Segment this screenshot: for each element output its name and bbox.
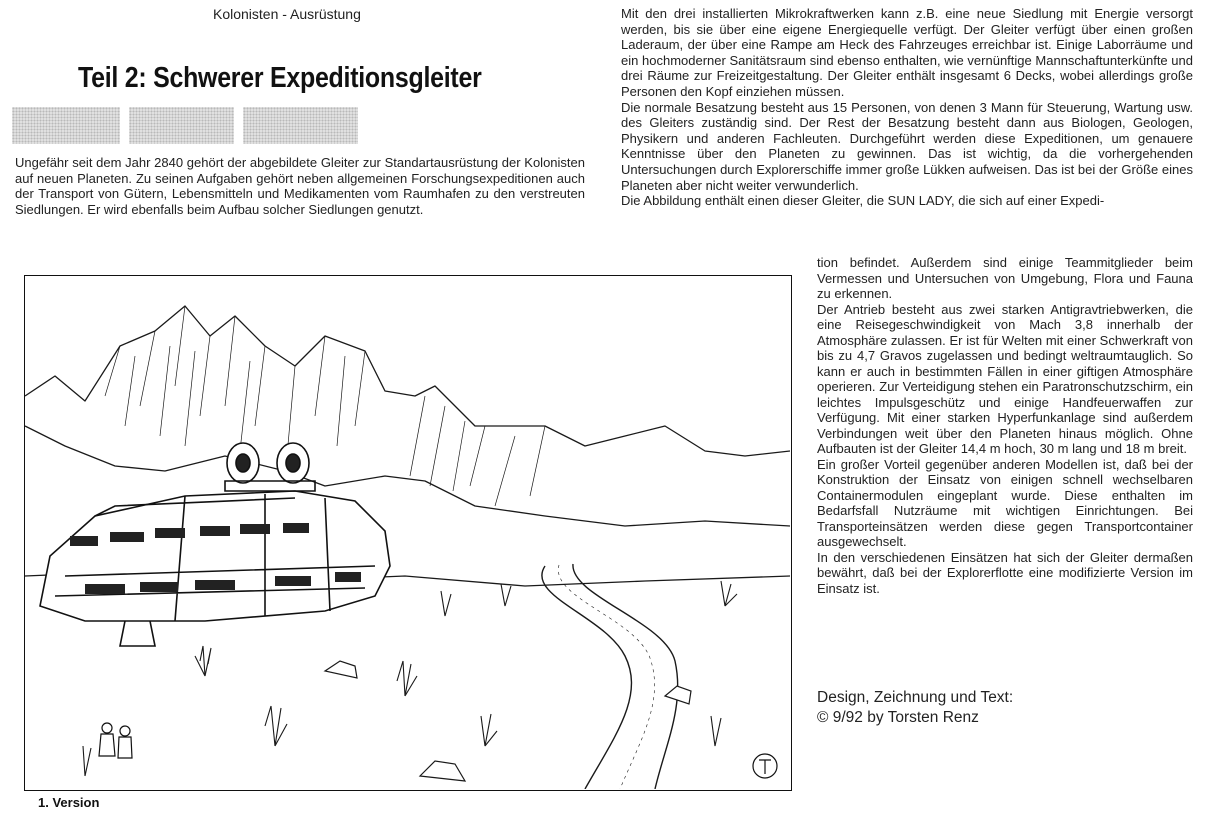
paragraph: In den verschiedenen Einsätzen hat sich der Gleiter dermaßen bewährt, daß bei der Explorerflotte eine modifizierte Version im Einsatz ist. [817,549,1193,596]
page-title: Teil 2: Schwerer Expeditionsgleiter [78,62,482,94]
glider-vehicle [40,443,390,646]
paragraph: Der Antrieb besteht aus zwei starken Antigravtriebwerken, die eine Reisegeschwindigkeit von Mach 3,8 innerhalb der Atmosphäre zulassen. Er ist für Welten mit einer Schwerkraft von bis zu 4,7 Gravos zugelassen und bedingt weltraumtauglich. So kann er auch in bestimmten Fällen in einer giftigen Atmosphäre operieren. Zur Verteidigung stehen ein Paratronschutzschirm, ein leichtes Impulsgeschütz und einige Handfeuerwaffen zur Verfügung. Mit einer starken Hyperfunkanlage sind außerdem Verbindungen weit über den Planeten hinaus möglich. Ohne Aufbauten ist der Gleiter 14,4 m hoch, 30 m lang und 18 m breit. [817,301,1193,456]
signature-copyright: © 9/92 by Torsten Renz [817,709,979,726]
paragraph: Die Abbildung enthält einen dieser Gleiter, die SUN LADY, die sich auf einer Expedi- [621,193,1105,209]
paragraph: Die normale Besatzung besteht aus 15 Personen, von denen 3 Mann für Steuerung, Wartung usw. des Gleiters zuständig sind. Der Rest der Besatzung besteht dann aus Biologen, Geologen, Physikern und anderen Fachleuten. Durchgeführt werden diese Expeditionen, um genauere Kenntnisse über den Planeten zu gewinnen. Das ist wichtig, da die vorhergehenden Untersuchungen durch Explorerschiffe immer große Lükken aufweisen. Das ist bei der Größe eines Planeten aber nicht weiter verwunderlich. [621,99,1193,193]
glider-illustration [24,275,792,791]
figure-caption: 1. Version [38,795,100,810]
road-right-edge [573,564,678,789]
paragraph: Mit den drei installierten Mikrokraftwerken kann z.B. eine neue Siedlung mit Energie versorgt werden, bis sie über eine eigene Energiequelle verfügt. Der Gleiter verfügt über einen großen Laderaum, der über eine Rampe am Heck des Fahrzeuges erreichbar ist. Einige Laborräume und ein hochmoderner Sanitätsraum sind ebenso enthalten, wie vernünftige Mannschaftunterkünfte und drei Räume zur Freizeitgestaltung. Der Gleiter enthält insgesamt 6 Decks, wobei allerdings große Personen den Kopf einziehen müssen. [621,6,1193,99]
signature-credit: Design, Zeichnung und Text: [817,689,1014,706]
paragraph: tion befindet. Außerdem sind einige Teammitglieder beim Vermessen und Untersuchen von Umgebung, Flora und Fauna zu erkennen. [817,255,1193,301]
intro-paragraph: Ungefähr seit dem Jahr 2840 gehört der abgebildete Gleiter zur Standartausrüstung der Kolonisten auf neuen Planeten. Zu seinen Aufgaben gehört neben allgemeinen Forschungsexpeditionen auch der Transport von Gütern, Lebensmitteln und Medikamenten vom Raumhafen zu den verstreuten Siedlungen. Er wird ebenfalls beim Aufbau solcher Siedlungen genutzt. [15,155,585,217]
mountain-range [25,306,790,456]
artist-monogram [753,754,777,778]
road-left-edge [542,566,632,789]
halftone-banner [12,107,358,144]
rocks [325,661,691,781]
landscape-drawing [25,276,790,789]
right-column-bottom [817,255,1193,596]
team-members [99,723,132,758]
signature [817,688,1013,728]
right-column-top [621,6,1193,209]
paragraph: Ein großer Vorteil gegenüber anderen Modellen ist, daß bei der Konstruktion der Einsatz von einigen schnell wechselbaren Containermodulen eingeplant wurde. Diese enthalten im Bedarfsfall Nutzräume mit wichtigen Einrichtungen. Bei Transporteinsätzen werden diese gegen Transportcontainer ausgewechselt. [817,456,1193,549]
section-header: Kolonisten - Ausrüstung [213,6,361,22]
